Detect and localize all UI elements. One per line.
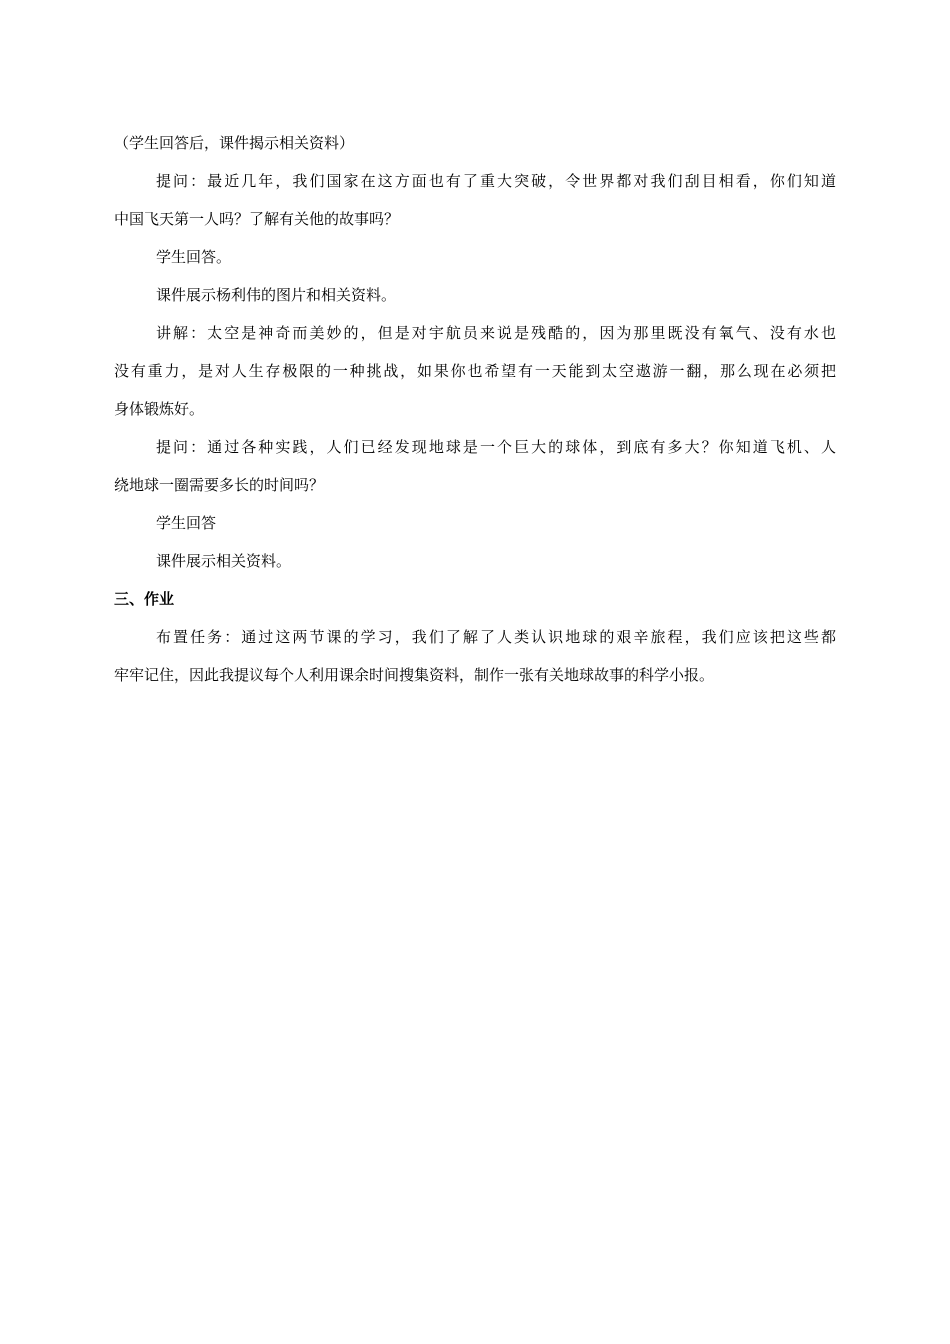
text-line	[114, 314, 836, 352]
line-text: 提问：最近几年，我们国家在这方面也有了重大突破，令世界都对我们刮目相看，你们知道	[156, 172, 836, 190]
line-text: 课件展示杨利伟的图片和相关资料。	[156, 286, 397, 304]
line-text: 课件展示相关资料。	[156, 552, 292, 570]
text-line	[114, 542, 836, 580]
line-text: 学生回答。	[156, 248, 232, 266]
text-line	[114, 276, 836, 314]
heading-text: 三、作业	[114, 590, 175, 608]
text-line	[114, 162, 836, 200]
line-text: 学生回答	[156, 514, 217, 532]
text-line	[114, 390, 836, 428]
line-text: 讲解：太空是神奇而美妙的，但是对宇航员来说是残酷的，因为那里既没有氧气、没有水也	[156, 324, 836, 342]
text-line	[114, 466, 836, 504]
line-text: 提问：通过各种实践，人们已经发现地球是一个巨大的球体，到底有多大？你知道飞机、人	[156, 438, 836, 456]
text-line	[114, 352, 836, 390]
line-text: 布置任务：通过这两节课的学习，我们了解了人类认识地球的艰辛旅程，我们应该把这些都	[156, 628, 836, 646]
text-line	[114, 618, 836, 656]
line-text: 中国飞天第一人吗？了解有关他的故事吗？	[114, 210, 400, 228]
text-line	[114, 428, 836, 466]
text-line	[114, 124, 836, 162]
line-text: 没有重力，是对人生存极限的一种挑战，如果你也希望有一天能到太空遨游一翻，那么现在必须把	[114, 362, 836, 380]
text-line	[114, 504, 836, 542]
document-page	[114, 124, 836, 694]
section-heading	[114, 580, 836, 618]
line-text: 绕地球一圈需要多长的时间吗？	[114, 476, 325, 494]
text-line	[114, 238, 836, 276]
text-line	[114, 200, 836, 238]
line-text: （学生回答后，课件揭示相关资料）	[114, 134, 355, 152]
text-line	[114, 656, 836, 694]
line-text: 身体锻炼好。	[114, 400, 205, 418]
line-text: 牢牢记住，因此我提议每个人利用课余时间搜集资料，制作一张有关地球故事的科学小报。	[114, 666, 715, 684]
